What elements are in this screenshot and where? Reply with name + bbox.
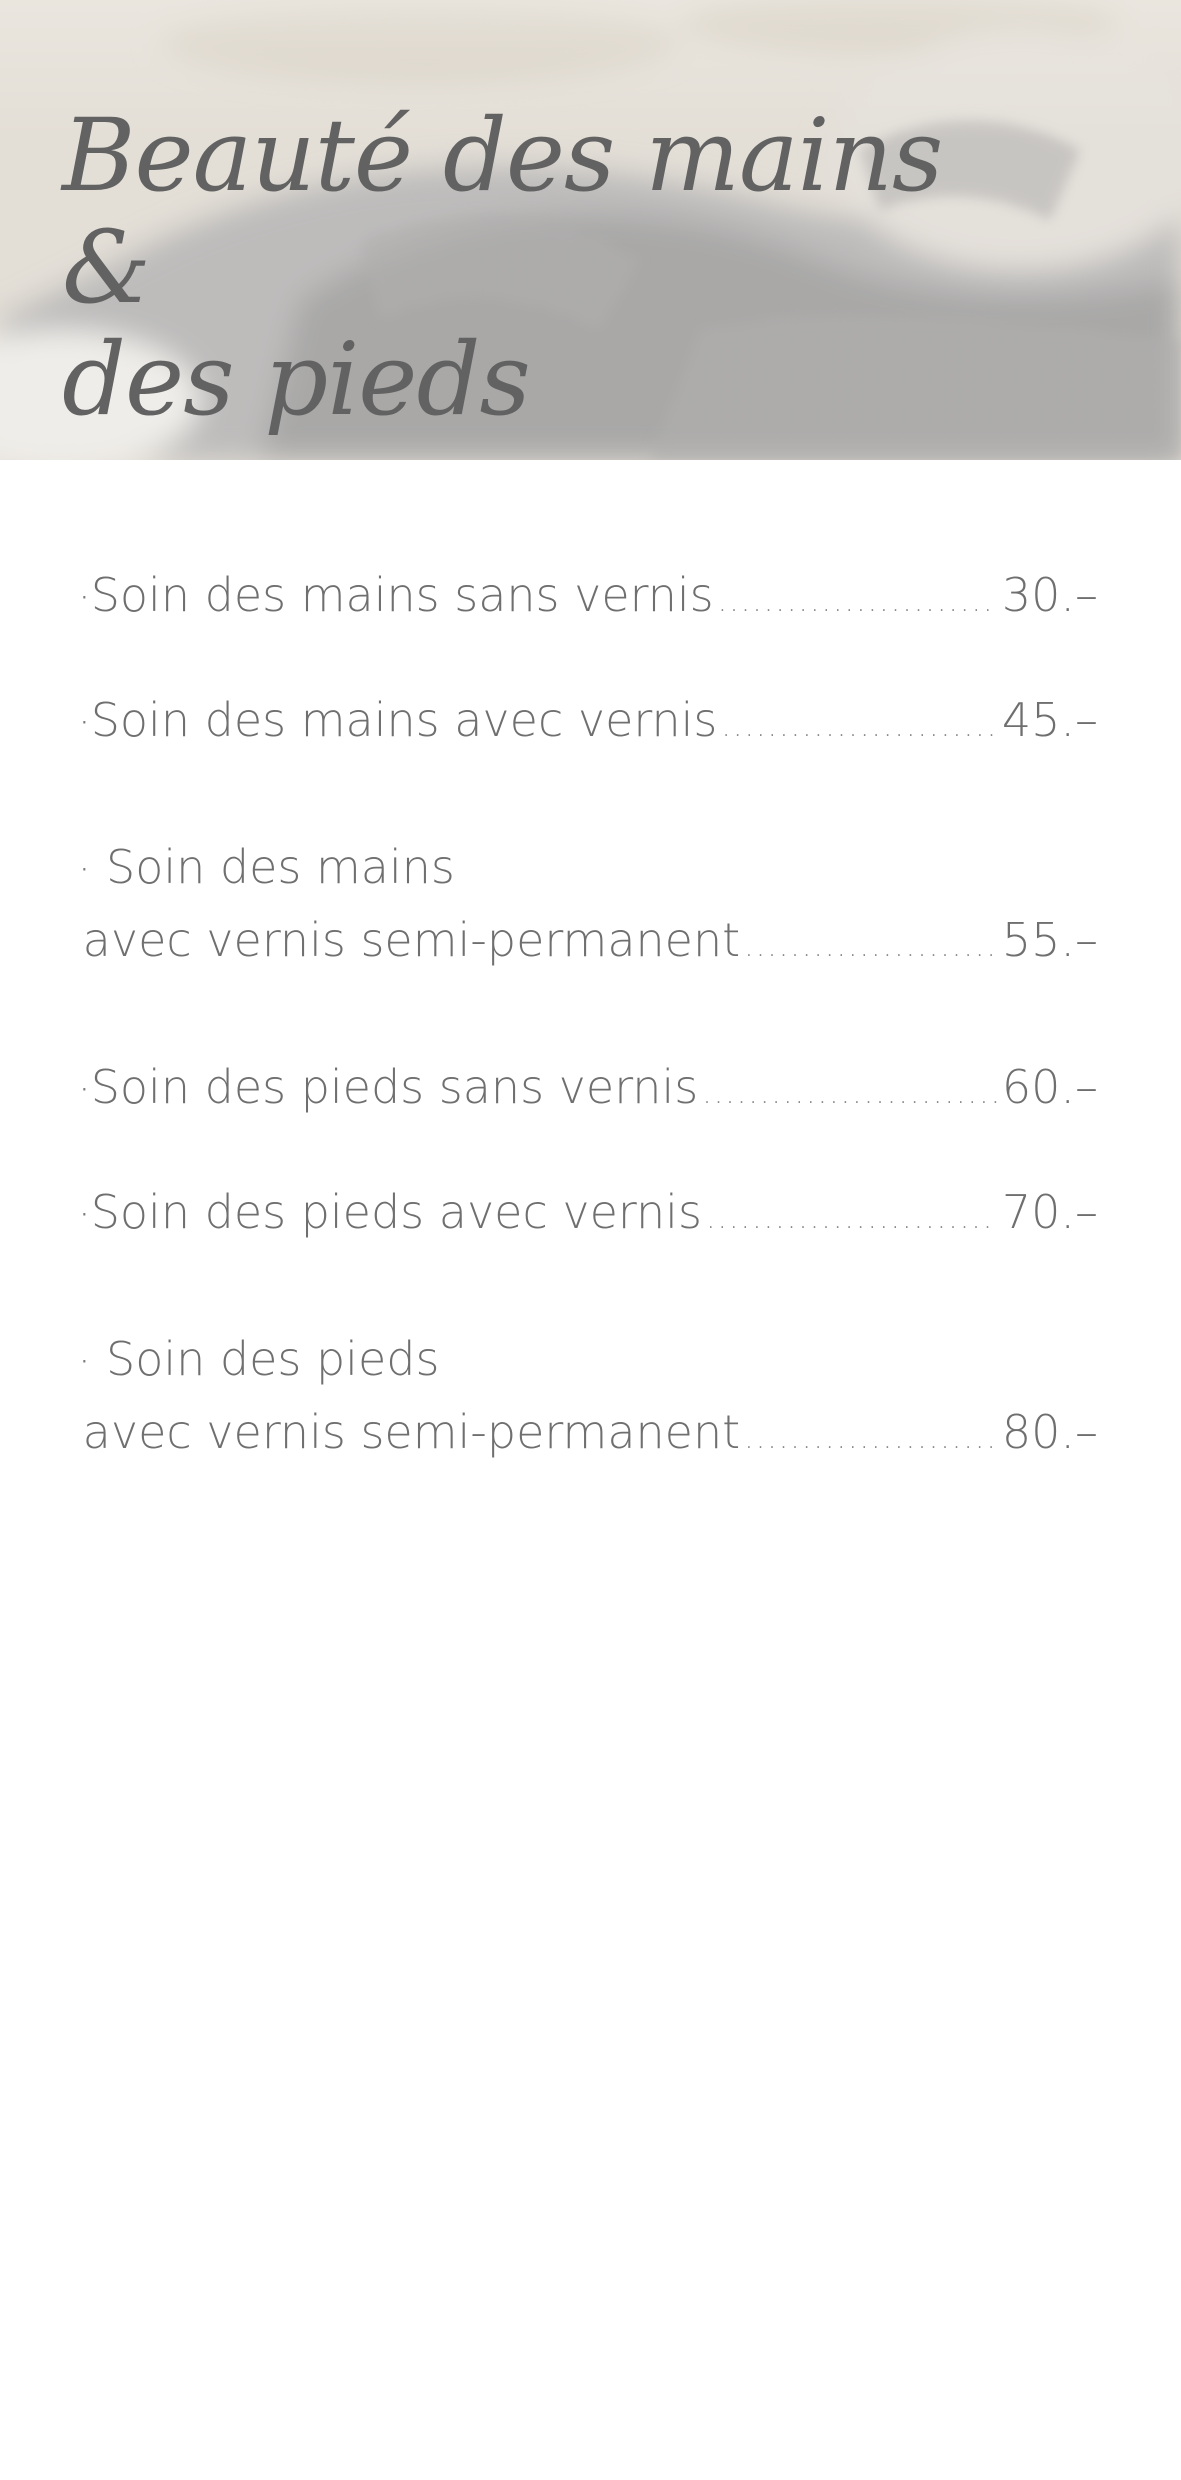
dot-leader [706,1184,998,1254]
dot-leader [744,1404,998,1474]
dot-leader [744,912,998,982]
service-name-line-1: Soin des mains [106,840,455,894]
service-price: 30.– [1001,568,1098,622]
bullet-icon: · [78,1339,91,1385]
bullet-icon: · [78,1067,91,1113]
header-banner [0,0,1181,460]
service-price: 70.– [1001,1185,1098,1239]
bullet-icon: · [78,575,91,621]
service-price: 60.– [1001,1060,1098,1114]
service-price: 45.– [1001,693,1098,747]
service-name-line-1: Soin des pieds [106,1332,440,1386]
service-price-list [78,560,1098,1474]
service-name-line-2: avec vernis semi-permanent [82,913,741,967]
service-item [78,832,1098,982]
service-name: Soin des mains avec vernis [90,693,718,747]
service-item [78,685,1098,762]
service-name: Soin des mains sans vernis [90,568,714,622]
dot-leader [718,567,998,637]
service-item [78,1324,1098,1474]
dot-leader [702,1059,998,1129]
bullet-icon: · [78,847,91,893]
page-title [62,97,962,438]
service-name: Soin des pieds sans vernis [90,1060,699,1114]
service-item [78,560,1098,637]
service-price: 80.– [1001,1405,1098,1459]
bullet-icon: · [78,1192,91,1238]
service-item [78,1052,1098,1129]
service-name-line-2: avec vernis semi-permanent [82,1405,741,1459]
page-title-line-1: Beauté des mains & [62,97,943,326]
bullet-icon: · [78,700,91,746]
service-price: 55.– [1001,913,1098,967]
dot-leader [721,692,997,762]
page-title-line-2: des pieds [62,321,530,438]
service-name: Soin des pieds avec vernis [90,1185,702,1239]
service-item [78,1177,1098,1254]
